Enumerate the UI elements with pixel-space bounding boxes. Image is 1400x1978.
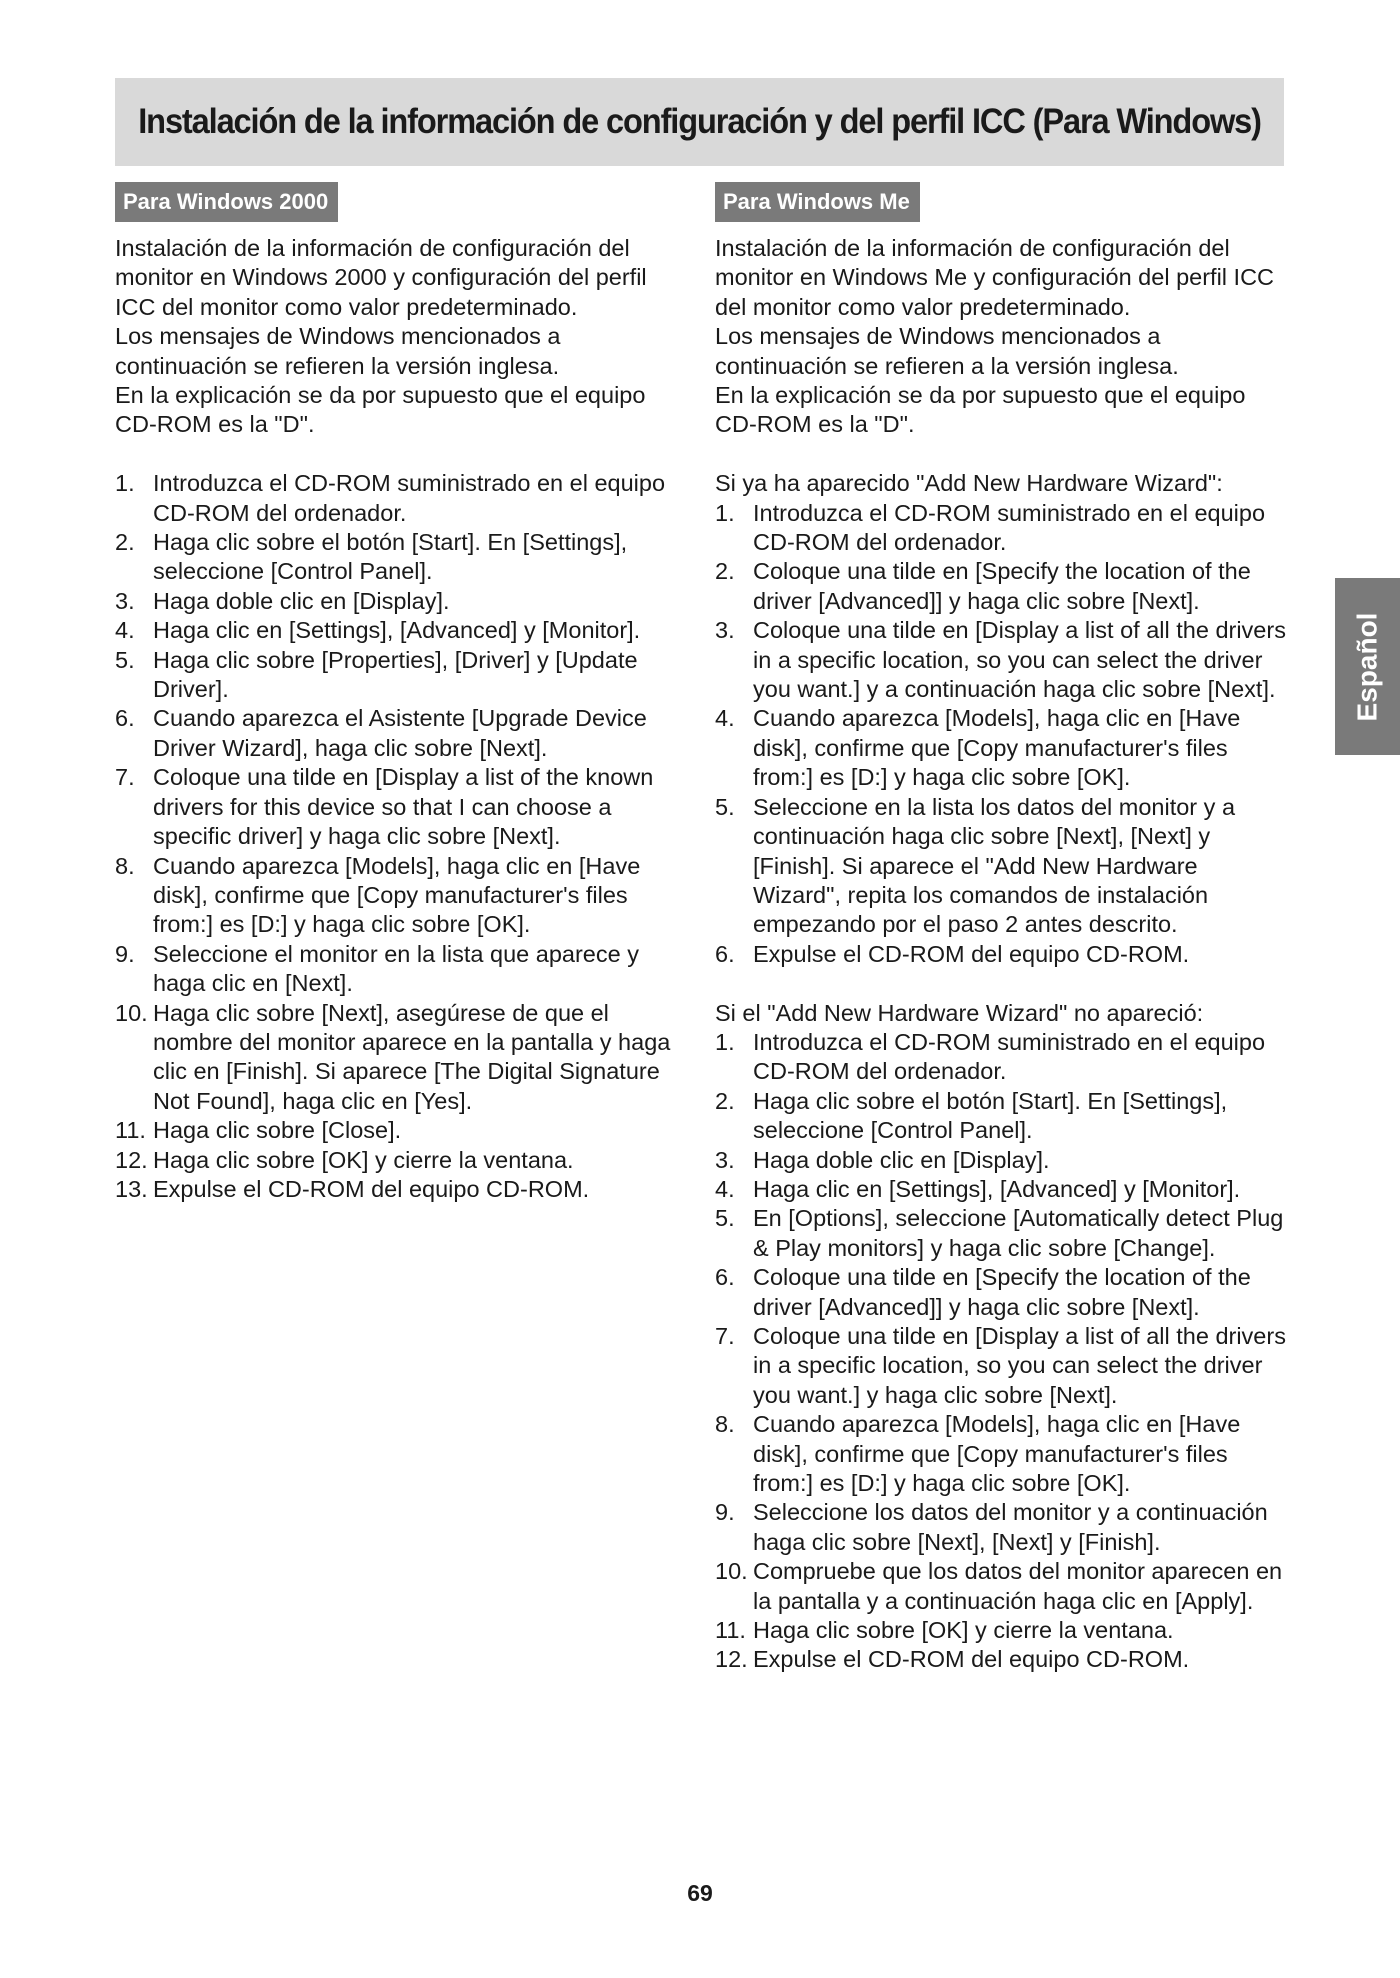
step-text: Coloque una tilde en [Display a list of the known drivers for this device so that I can choose a specific driver] y haga clic sobre [Next]. (153, 764, 654, 850)
step-item (715, 940, 1290, 969)
step-item (115, 704, 685, 763)
step-text: Cuando aparezca el Asistente [Upgrade Device Driver Wizard], haga clic sobre [Next]. (153, 705, 647, 761)
column-windows-2000 (115, 182, 685, 1204)
title-band (115, 78, 1284, 166)
step-item (715, 557, 1290, 616)
step-item (715, 793, 1290, 940)
step-text: Coloque una tilde en [Specify the location of the driver [Advanced]] y haga clic sobre [Next]. (753, 558, 1251, 614)
step-text: Haga clic en [Settings], [Advanced] y [Monitor]. (753, 1175, 1241, 1202)
step-number: 3. (715, 1146, 735, 1173)
step-item (115, 852, 685, 940)
step-item (115, 763, 685, 851)
step-item (715, 1645, 1290, 1674)
step-text: Introduzca el CD-ROM suministrado en el equipo CD-ROM del ordenador. (153, 470, 666, 526)
step-number: 6. (115, 705, 135, 732)
step-text: Coloque una tilde en [Specify the location of the driver [Advanced]] y haga clic sobre [Next]. (753, 1264, 1251, 1320)
step-text: Haga clic sobre [OK] y cierre la ventana. (753, 1617, 1174, 1644)
column-windows-me (715, 182, 1290, 1675)
case-a-heading: Si ya ha aparecido "Add New Hardware Wizard": (715, 470, 1223, 497)
step-item (115, 1175, 685, 1204)
step-number: 13. (115, 1175, 148, 1202)
steps-windows-2000 (115, 469, 685, 1204)
step-text: Haga clic sobre [Properties], [Driver] y [Update Driver]. (153, 646, 638, 703)
step-text: Haga doble clic en [Display]. (153, 587, 450, 614)
step-item (715, 1263, 1290, 1322)
step-number: 8. (115, 852, 135, 879)
language-tab (1335, 578, 1400, 755)
step-number: 5. (715, 793, 735, 820)
intro-windows-me (715, 234, 1290, 440)
step-item (115, 587, 685, 616)
step-number: 9. (115, 940, 135, 967)
intro-paragraph: En la explicación se da por supuesto que el equipo CD-ROM es la "D". (715, 382, 1246, 438)
step-item (715, 1616, 1290, 1645)
section-label-windows-me: Para Windows Me (715, 182, 920, 222)
intro-paragraph: En la explicación se da por supuesto que el equipo CD-ROM es la "D". (115, 382, 646, 438)
step-item (715, 1146, 1290, 1175)
step-item (715, 704, 1290, 792)
intro-paragraph: Los mensajes de Windows mencionados a continuación se refieren la versión inglesa. (115, 323, 561, 379)
step-text: Cuando aparezca [Models], haga clic en [Have disk], confirme que [Copy manufacturer's files from:] es [D:] y haga clic sobre [OK]. (753, 1411, 1241, 1497)
step-text: Haga clic sobre [Next], asegúrese de que el nombre del monitor aparece en la pantalla y haga clic en [Finish]. Si aparece [The Digital Signature Not Found], haga clic en [Yes]. (153, 999, 671, 1114)
step-number: 1. (115, 470, 135, 497)
step-number: 12. (115, 1146, 148, 1173)
step-item (715, 1028, 1290, 1087)
step-text: Haga clic sobre [Close]. (153, 1117, 402, 1144)
step-number: 11. (115, 1117, 146, 1144)
step-text: Haga clic sobre el botón [Start]. En [Settings], seleccione [Control Panel]. (153, 529, 628, 585)
step-text: Expulse el CD-ROM del equipo CD-ROM. (753, 1646, 1190, 1673)
step-number: 1. (715, 1028, 735, 1055)
step-item (715, 1322, 1290, 1410)
case-b-heading: Si el "Add New Hardware Wizard" no apareció: (715, 999, 1204, 1026)
step-number: 7. (115, 764, 135, 791)
step-text: Seleccione en la lista los datos del monitor y a continuación haga clic sobre [Next], [Next] y [Finish]. Si aparece el "Add New Hardware Wizard", repita los comandos de instalación empezando por el paso 2 antes descrito. (753, 793, 1236, 938)
step-number: 5. (115, 646, 135, 673)
step-item (715, 499, 1290, 558)
step-number: 4. (115, 617, 135, 644)
step-text: En [Options], seleccione [Automatically detect Plug & Play monitors] y haga clic sobre [Change]. (753, 1205, 1284, 1261)
step-item (715, 616, 1290, 704)
step-item (715, 1557, 1290, 1616)
step-text: Compruebe que los datos del monitor aparecen en la pantalla y a continuación haga clic en [Apply]. (753, 1558, 1283, 1614)
step-text: Haga doble clic en [Display]. (753, 1146, 1050, 1173)
step-text: Haga clic en [Settings], [Advanced] y [Monitor]. (153, 617, 641, 644)
intro-paragraph: Instalación de la información de configuración del monitor en Windows 2000 y configuración del perfil ICC del monitor como valor predeterminado. (115, 235, 647, 320)
page-number: 69 (687, 1880, 713, 1906)
step-number: 10. (115, 999, 148, 1026)
step-text: Seleccione el monitor en la lista que aparece y haga clic en [Next]. (153, 940, 639, 997)
step-item (115, 616, 685, 645)
language-tab-label: Español (1351, 612, 1383, 721)
step-item (115, 469, 685, 528)
step-number: 2. (115, 529, 135, 556)
step-text: Expulse el CD-ROM del equipo CD-ROM. (153, 1175, 590, 1202)
step-text: Haga clic sobre [OK] y cierre la ventana. (153, 1146, 574, 1173)
step-number: 11. (715, 1617, 746, 1644)
step-text: Coloque una tilde en [Display a list of all the drivers in a specific location, so you can select the driver you want.] y a continuación haga clic sobre [Next]. (753, 617, 1286, 703)
step-text: Cuando aparezca [Models], haga clic en [Have disk], confirme que [Copy manufacturer's files from:] es [D:] y haga clic sobre [OK]. (153, 852, 641, 938)
step-item (115, 528, 685, 587)
step-text: Seleccione los datos del monitor y a continuación haga clic sobre [Next], [Next] y [Finish]. (753, 1499, 1268, 1555)
section-label-windows-2000: Para Windows 2000 (115, 182, 338, 222)
step-item (115, 1116, 685, 1145)
step-item (715, 1498, 1290, 1557)
step-text: Introduzca el CD-ROM suministrado en el equipo CD-ROM del ordenador. (753, 1028, 1266, 1085)
step-item (715, 1410, 1290, 1498)
step-number: 9. (715, 1499, 735, 1526)
page-title: Instalación de la información de configuración y del perfil ICC (Para Windows) (138, 102, 1261, 141)
step-number: 7. (715, 1323, 735, 1349)
step-number: 10. (715, 1558, 748, 1585)
step-number: 3. (115, 587, 135, 614)
intro-paragraph: Instalación de la información de configuración del monitor en Windows Me y configuración del perfil ICC del monitor como valor predeterminado. (715, 235, 1275, 320)
step-text: Coloque una tilde en [Display a list of all the drivers in a specific location, so you can select the driver you want.] y haga clic sobre [Next]. (753, 1323, 1286, 1408)
step-item (115, 940, 685, 999)
step-number: 2. (715, 558, 735, 585)
step-number: 12. (715, 1646, 748, 1673)
step-number: 4. (715, 1175, 735, 1202)
step-text: Cuando aparezca [Models], haga clic en [Have disk], confirme que [Copy manufacturer's files from:] es [D:] y haga clic sobre [OK]. (753, 705, 1241, 791)
step-number: 5. (715, 1205, 735, 1232)
intro-windows-2000 (115, 234, 685, 440)
step-number: 3. (715, 617, 735, 644)
step-item (115, 646, 685, 705)
step-item (115, 1146, 685, 1175)
step-item (715, 1204, 1290, 1263)
steps-windows-me-wizard-not-shown (715, 1028, 1290, 1675)
step-number: 6. (715, 940, 735, 967)
step-number: 1. (715, 499, 735, 526)
step-number: 4. (715, 705, 735, 732)
step-item (715, 1175, 1290, 1204)
intro-paragraph: Los mensajes de Windows mencionados a continuación se refieren a la versión inglesa. (715, 323, 1179, 379)
step-text: Expulse el CD-ROM del equipo CD-ROM. (753, 940, 1190, 967)
step-number: 8. (715, 1411, 735, 1438)
step-text: Haga clic sobre el botón [Start]. En [Settings], seleccione [Control Panel]. (753, 1087, 1228, 1144)
step-text: Introduzca el CD-ROM suministrado en el equipo CD-ROM del ordenador. (753, 499, 1266, 556)
step-number: 2. (715, 1087, 735, 1114)
steps-windows-me-wizard-shown (715, 499, 1290, 970)
step-number: 6. (715, 1264, 735, 1291)
step-item (115, 999, 685, 1117)
step-item (715, 1087, 1290, 1146)
